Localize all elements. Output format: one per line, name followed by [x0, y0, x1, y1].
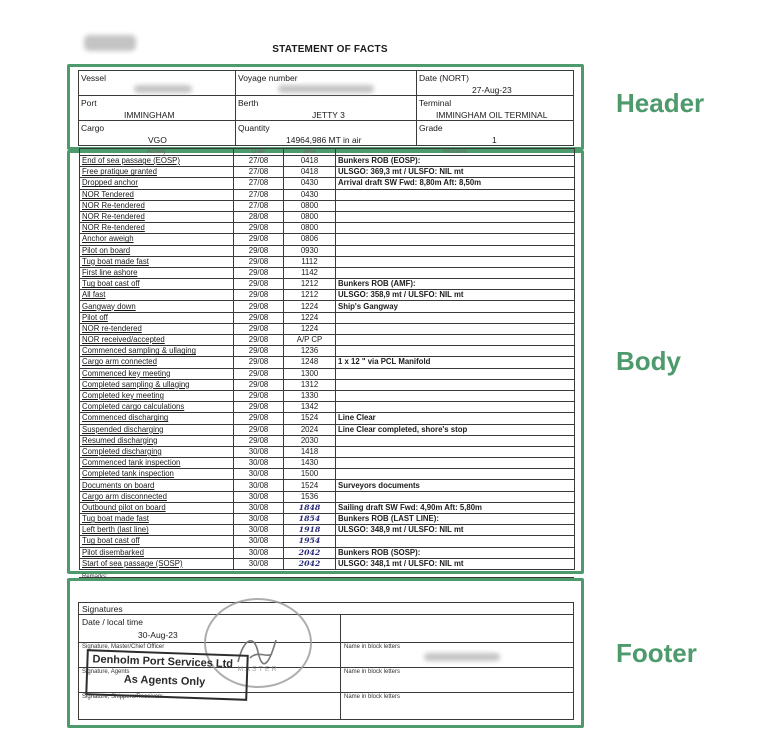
- time-cell: 0430: [284, 178, 336, 189]
- activity-cell: Documents on board: [80, 480, 234, 491]
- date-cell: 30/08: [234, 446, 284, 457]
- date-cell: 27/08: [234, 189, 284, 200]
- time-cell: 1918: [284, 525, 336, 536]
- time-cell: 1848: [284, 502, 336, 513]
- date-cell: 29/08: [234, 424, 284, 435]
- signature-divider: [78, 642, 574, 643]
- date-cell: 29/08: [234, 234, 284, 245]
- table-row: [80, 234, 575, 245]
- redacted-vessel-name: [134, 85, 192, 93]
- remarks-cell: Bunkers ROB (SOSP):: [336, 547, 575, 558]
- time-cell: 1500: [284, 469, 336, 480]
- time-cell: 0930: [284, 245, 336, 256]
- name-block-letters-label-2: Name in block letters: [344, 669, 401, 675]
- table-row: [80, 424, 575, 435]
- date-cell: 29/08: [234, 323, 284, 334]
- table-row: [80, 211, 575, 222]
- redacted-logo: [84, 35, 136, 51]
- signatures-label: Signatures: [82, 604, 123, 614]
- activity-cell: Commenced discharging: [80, 413, 234, 424]
- remarks-cell: [336, 211, 575, 222]
- remarks-cell: [336, 446, 575, 457]
- table-row: [80, 156, 575, 167]
- activity-cell: Tug boat cast off: [80, 279, 234, 290]
- activity-cell: Pilot disembarked: [80, 547, 234, 558]
- table-row: [80, 514, 575, 525]
- remarks-cell: [336, 458, 575, 469]
- stamp-agents-only: As Agents Only: [123, 673, 206, 689]
- remarks-cell: [336, 312, 575, 323]
- grade-label: Grade: [419, 123, 443, 133]
- time-cell: 1212: [284, 290, 336, 301]
- activity-table: [79, 148, 575, 570]
- date-cell: 30/08: [234, 502, 284, 513]
- table-row: [80, 413, 575, 424]
- activity-cell: Completed discharging: [80, 446, 234, 457]
- activity-cell: NOR Tendered: [80, 189, 234, 200]
- date-cell: 30/08: [234, 469, 284, 480]
- time-cell: 1524: [284, 413, 336, 424]
- activity-cell: End of sea passage (EOSP): [80, 156, 234, 167]
- remarks-cell: [336, 390, 575, 401]
- remarks-cell: [336, 267, 575, 278]
- body-section-label: Body: [616, 346, 681, 376]
- table-row: [80, 267, 575, 278]
- remarks-cell: ULSGO: 369,3 mt / ULSFO: NIL mt: [336, 167, 575, 178]
- table-row: [80, 458, 575, 469]
- activity-cell: NOR Re-tendered: [80, 223, 234, 234]
- remarks-cell: Arrival draft SW Fwd: 8,80m Aft: 8,50m: [336, 178, 575, 189]
- remarks-cell: 1 x 12 " via PCL Manifold: [336, 357, 575, 368]
- table-row: [80, 446, 575, 457]
- header-divider: [235, 70, 236, 146]
- header-section-label: Header: [616, 88, 705, 118]
- date-cell: 30/08: [234, 547, 284, 558]
- table-row: [80, 279, 575, 290]
- activity-cell: First line ashore: [80, 267, 234, 278]
- date-cell: 29/08: [234, 413, 284, 424]
- activity-cell: Completed tank inspection: [80, 469, 234, 480]
- activity-cell: Start of sea passage (SOSP): [80, 558, 234, 569]
- time-cell: 2042: [284, 558, 336, 569]
- date-local-time-value: 30-Aug-23: [138, 630, 178, 640]
- time-cell: A/P CP: [284, 335, 336, 346]
- table-row: [80, 435, 575, 446]
- remarks-cell: [336, 435, 575, 446]
- vessel-label: Vessel: [81, 73, 107, 83]
- time-cell: 0418: [284, 167, 336, 178]
- terminal-value: IMMINGHAM OIL TERMINAL: [436, 110, 548, 120]
- remarks-cell: [336, 189, 575, 200]
- table-row: [80, 256, 575, 267]
- date-cell: 29/08: [234, 267, 284, 278]
- time-cell: 1142: [284, 267, 336, 278]
- remarks-cell: Bunkers ROB (LAST LINE):: [336, 514, 575, 525]
- date-local-time-label: Date / local time: [82, 617, 143, 627]
- remarks-cell: [336, 200, 575, 211]
- time-cell: 1212: [284, 279, 336, 290]
- column-header-date: Date: [234, 149, 284, 156]
- time-cell: 0430: [284, 189, 336, 200]
- activity-cell: Tug boat cast off: [80, 536, 234, 547]
- activity-cell: Completed cargo calculations: [80, 402, 234, 413]
- header-divider: [78, 95, 574, 96]
- table-row: [80, 480, 575, 491]
- time-cell: 1224: [284, 301, 336, 312]
- date-cell: 29/08: [234, 346, 284, 357]
- date-cell: 29/08: [234, 435, 284, 446]
- remarks-cell: Surveyors documents: [336, 480, 575, 491]
- activity-cell: NOR re-tendered: [80, 323, 234, 334]
- table-row: [80, 167, 575, 178]
- signature-master-label: Signature, Master/Chief Officer: [82, 644, 165, 650]
- activity-cell: Resumed discharging: [80, 435, 234, 446]
- remarks-cell: [336, 256, 575, 267]
- column-header-remarks: Remarks: [336, 149, 575, 156]
- time-cell: 1224: [284, 323, 336, 334]
- remarks-cell: [336, 335, 575, 346]
- time-cell: 0800: [284, 211, 336, 222]
- time-cell: 1112: [284, 256, 336, 267]
- date-cell: 30/08: [234, 525, 284, 536]
- remarks-cell: [336, 491, 575, 502]
- activity-cell: Free pratique granted: [80, 167, 234, 178]
- activity-cell: Commenced key meeting: [80, 368, 234, 379]
- signature-divider: [78, 614, 574, 615]
- time-cell: 1524: [284, 480, 336, 491]
- name-block-letters-label-1: Name in block letters: [344, 644, 401, 650]
- table-row: [80, 312, 575, 323]
- agents-stamp: [85, 649, 249, 701]
- time-cell: 0806: [284, 234, 336, 245]
- date-cell: 30/08: [234, 491, 284, 502]
- table-header-row: [80, 149, 575, 156]
- activity-cell: Suspended discharging: [80, 424, 234, 435]
- remarks-cell: Bunkers ROB (EOSP):: [336, 156, 575, 167]
- table-row: [80, 379, 575, 390]
- date-cell: 29/08: [234, 245, 284, 256]
- date-cell: 29/08: [234, 312, 284, 323]
- redacted-voyage-number: [278, 85, 374, 93]
- activity-cell: NOR Re-tendered: [80, 211, 234, 222]
- activity-cell: All fast: [80, 290, 234, 301]
- activity-cell: Gangway down: [80, 301, 234, 312]
- date-cell: 30/08: [234, 536, 284, 547]
- time-cell: 0800: [284, 223, 336, 234]
- header-divider: [78, 120, 574, 121]
- table-row: [80, 390, 575, 401]
- remarks-cell: Line Clear completed, shore's stop: [336, 424, 575, 435]
- table-row: [80, 178, 575, 189]
- date-cell: 29/08: [234, 301, 284, 312]
- cargo-label: Cargo: [81, 123, 105, 133]
- remarks-cell: Bunkers ROB (AMF):: [336, 279, 575, 290]
- remarks-cell: ULSGO: 348,9 mt / ULSFO: NIL mt: [336, 525, 575, 536]
- table-row: [80, 536, 575, 547]
- table-row: [80, 223, 575, 234]
- time-cell: 1248: [284, 357, 336, 368]
- remarks-cell: [336, 245, 575, 256]
- date-cell: 29/08: [234, 223, 284, 234]
- activity-cell: Tug boat made fast: [80, 256, 234, 267]
- remarks-cell: Ship's Gangway: [336, 301, 575, 312]
- time-cell: 0800: [284, 200, 336, 211]
- table-row: [80, 357, 575, 368]
- activity-table-body: [80, 156, 575, 570]
- time-cell: 2042: [284, 547, 336, 558]
- activity-cell: Outbound pilot on board: [80, 502, 234, 513]
- date-cell: 30/08: [234, 458, 284, 469]
- date-cell: 30/08: [234, 558, 284, 569]
- activity-cell: Pilot on board: [80, 245, 234, 256]
- signature-shippers-label: Signature, Shippers/Receivers: [82, 694, 164, 700]
- activity-cell: Commenced sampling & ullaging: [80, 346, 234, 357]
- date-cell: 30/08: [234, 480, 284, 491]
- date-cell: 29/08: [234, 256, 284, 267]
- time-cell: 1418: [284, 446, 336, 457]
- remarks-cell: [336, 536, 575, 547]
- remarks-cell: [336, 402, 575, 413]
- remarks-cell: [336, 379, 575, 390]
- seal-bottom-text: MASTER: [237, 666, 279, 673]
- table-row: [80, 368, 575, 379]
- berth-label: Berth: [238, 98, 259, 108]
- grade-value: 1: [492, 135, 497, 145]
- date-cell: 29/08: [234, 379, 284, 390]
- date-cell: 29/08: [234, 390, 284, 401]
- table-row: [80, 402, 575, 413]
- footer-section-label: Footer: [616, 638, 697, 668]
- quantity-label: Quantity: [238, 123, 270, 133]
- time-cell: 1854: [284, 514, 336, 525]
- date-cell: 30/08: [234, 514, 284, 525]
- column-header-activity: Activity: [80, 149, 234, 156]
- time-cell: 1342: [284, 402, 336, 413]
- date-cell: 29/08: [234, 357, 284, 368]
- header-divider: [416, 70, 417, 146]
- date-cell: 29/08: [234, 368, 284, 379]
- time-cell: 2030: [284, 435, 336, 446]
- date-cell: 29/08: [234, 335, 284, 346]
- table-row: [80, 502, 575, 513]
- column-header-time: Time: [284, 149, 336, 156]
- date-cell: 29/08: [234, 290, 284, 301]
- remarks-cell: [336, 223, 575, 234]
- activity-cell: Completed sampling & ullaging: [80, 379, 234, 390]
- stamp-company-name: Denholm Port Services Ltd: [92, 653, 234, 671]
- voyage-label: Voyage number: [238, 73, 298, 83]
- table-row: [80, 301, 575, 312]
- table-row: [80, 491, 575, 502]
- remarks-cell: [336, 368, 575, 379]
- remarks-cell: [336, 469, 575, 480]
- date-cell: 27/08: [234, 156, 284, 167]
- remarks-cell: Line Clear: [336, 413, 575, 424]
- table-row: [80, 189, 575, 200]
- table-row: [80, 525, 575, 536]
- table-row: [80, 290, 575, 301]
- table-row: [80, 469, 575, 480]
- activity-cell: Left berth (last line): [80, 525, 234, 536]
- remarks-cell: ULSGO: 348,1 mt / ULSFO: NIL mt: [336, 558, 575, 569]
- activity-cell: NOR Re-tendered: [80, 200, 234, 211]
- redacted-master-name: [424, 653, 500, 661]
- remarks-cell: [336, 323, 575, 334]
- time-cell: 1312: [284, 379, 336, 390]
- cargo-value: VGO: [148, 135, 167, 145]
- date-nort-label: Date (NORT): [419, 73, 469, 83]
- table-row: [80, 335, 575, 346]
- table-row: [80, 245, 575, 256]
- table-row: [80, 346, 575, 357]
- remarks-cell: ULSGO: 358,9 mt / ULSFO: NIL mt: [336, 290, 575, 301]
- time-cell: 1954: [284, 536, 336, 547]
- quantity-value: 14964,986 MT in air: [286, 135, 362, 145]
- activity-cell: Anchor aweigh: [80, 234, 234, 245]
- activity-cell: Cargo arm disconnected: [80, 491, 234, 502]
- time-cell: 1236: [284, 346, 336, 357]
- date-nort-value: 27-Aug-23: [472, 85, 512, 95]
- signature-agents-label: Signature, Agents: [82, 669, 130, 675]
- signature-divider: [340, 614, 341, 720]
- remarks-label: Remarks:: [82, 574, 108, 580]
- time-cell: 1224: [284, 312, 336, 323]
- table-row: [80, 547, 575, 558]
- time-cell: 1300: [284, 368, 336, 379]
- remarks-cell: [336, 346, 575, 357]
- activity-cell: Dropped anchor: [80, 178, 234, 189]
- activity-cell: Cargo arm connected: [80, 357, 234, 368]
- date-cell: 27/08: [234, 167, 284, 178]
- table-row: [80, 558, 575, 569]
- activity-cell: Commenced tank inspection: [80, 458, 234, 469]
- terminal-label: Terminal: [419, 98, 452, 108]
- document-title: STATEMENT OF FACTS: [272, 44, 388, 55]
- activity-cell: Tug boat made fast: [80, 514, 234, 525]
- time-cell: 1430: [284, 458, 336, 469]
- time-cell: 1330: [284, 390, 336, 401]
- port-value: IMMINGHAM: [124, 110, 175, 120]
- name-block-letters-label-3: Name in block letters: [344, 694, 401, 700]
- time-cell: 1536: [284, 491, 336, 502]
- table-row: [80, 323, 575, 334]
- table-row: [80, 200, 575, 211]
- date-cell: 29/08: [234, 402, 284, 413]
- activity-cell: NOR received/accepted: [80, 335, 234, 346]
- activity-cell: Completed key meeting: [80, 390, 234, 401]
- port-label: Port: [81, 98, 97, 108]
- time-cell: 0418: [284, 156, 336, 167]
- activity-cell: Pilot off: [80, 312, 234, 323]
- remarks-cell: [336, 234, 575, 245]
- date-cell: 27/08: [234, 200, 284, 211]
- berth-value: JETTY 3: [312, 110, 345, 120]
- date-cell: 29/08: [234, 279, 284, 290]
- remarks-cell: Sailing draft SW Fwd: 4,90m Aft: 5,80m: [336, 502, 575, 513]
- date-cell: 28/08: [234, 211, 284, 222]
- date-cell: 27/08: [234, 178, 284, 189]
- time-cell: 2024: [284, 424, 336, 435]
